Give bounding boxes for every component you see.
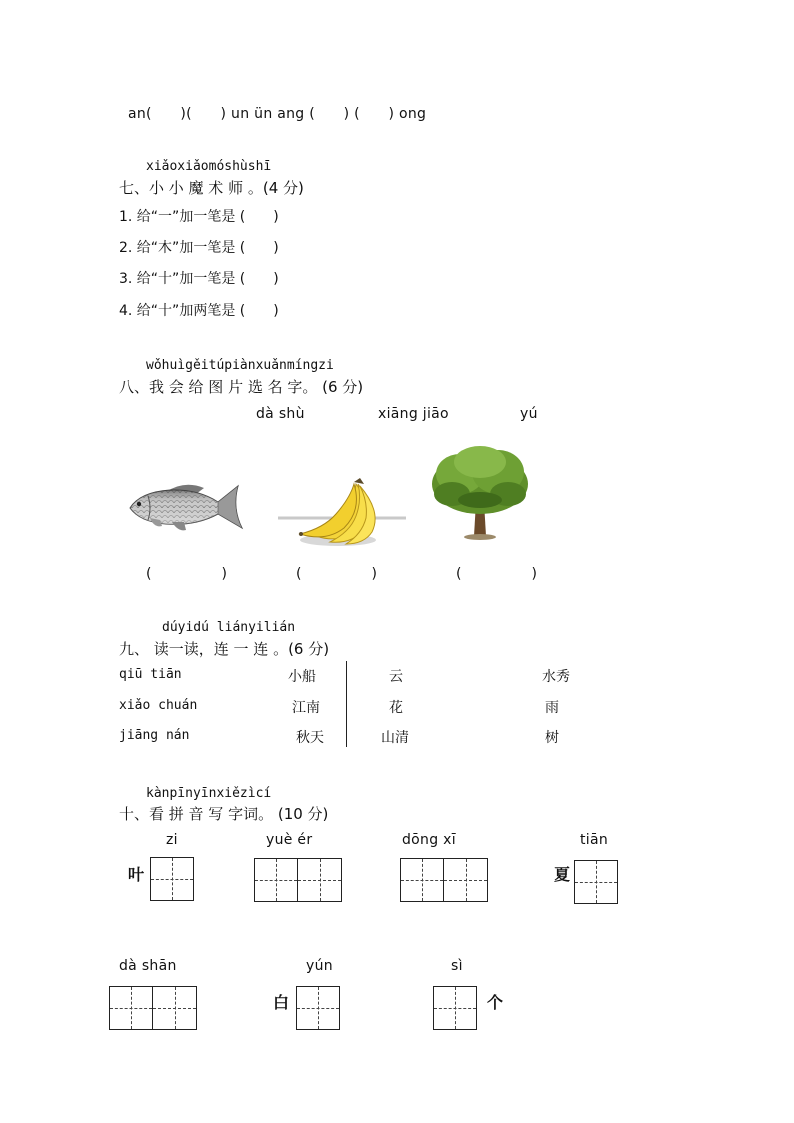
left-pinyin-2: xiǎo chuán: [119, 698, 198, 713]
sec10-title: 十、看 拼 音 写 字词。 (10 分): [119, 805, 329, 823]
grid-yueer[interactable]: [254, 858, 342, 902]
pinyin-dashan: dà shān: [119, 958, 177, 974]
pinyin-zi: zi: [166, 832, 178, 848]
pinyin-tian: tiān: [580, 832, 609, 848]
char-bai: 白: [273, 993, 290, 1012]
label-dashu: dà shù: [256, 406, 305, 422]
sec7-item-1: 1. 给“一”加一笔是 ( ): [119, 209, 279, 225]
divider-line: [346, 661, 347, 747]
blank-fish[interactable]: ( ): [146, 566, 227, 582]
tree-image: [430, 444, 530, 540]
grid-zi[interactable]: [150, 857, 194, 901]
grid-yun[interactable]: [296, 986, 340, 1030]
pinyin-si: sì: [451, 958, 463, 974]
left-word-3[interactable]: 秋天: [296, 730, 324, 746]
sec7-item-3: 3. 给“十”加一笔是 ( ): [119, 271, 279, 287]
pinyin-yun: yún: [306, 958, 333, 974]
blank-banana[interactable]: ( ): [296, 566, 377, 582]
fish-image: [126, 478, 246, 536]
sec8-title: 八、我 会 给 图 片 选 名 字。 (6 分): [119, 378, 364, 396]
sec8-pinyin: wǒhuìgěitúpiànxuǎnmíngzi: [146, 358, 334, 373]
sec7-item-2: 2. 给“木”加一笔是 ( ): [119, 240, 279, 256]
sec7-item-4: 4. 给“十”加两笔是 ( ): [119, 303, 279, 319]
left-word-1[interactable]: 小船: [288, 669, 316, 685]
right-word-2[interactable]: 雨: [545, 700, 559, 716]
char-ye: 叶: [128, 865, 145, 884]
label-yu: yú: [520, 406, 538, 422]
grid-dashan[interactable]: [109, 986, 197, 1030]
grid-tian[interactable]: [574, 860, 618, 904]
label-xiangjiao: xiāng jiāo: [378, 406, 449, 422]
grid-dongxi[interactable]: [400, 858, 488, 902]
pinyin-dongxi: dōng xī: [402, 832, 456, 848]
right-word-3[interactable]: 树: [545, 730, 559, 746]
initials-finals-line: an( )( ) un ün ang ( ) ( ) ong: [128, 106, 427, 122]
mid-word-1[interactable]: 云: [389, 669, 403, 685]
mid-word-2[interactable]: 花: [389, 700, 403, 716]
blank-tree[interactable]: ( ): [456, 566, 537, 582]
char-ge: 个: [487, 993, 504, 1012]
mid-word-3[interactable]: 山清: [381, 730, 409, 746]
sec7-title: 七、小 小 魔 术 师 。(4 分): [119, 179, 304, 197]
grid-si[interactable]: [433, 986, 477, 1030]
left-pinyin-1: qiū tiān: [119, 667, 182, 682]
sec7-pinyin: xiǎoxiǎomóshùshī: [146, 159, 272, 174]
right-word-1[interactable]: 水秀: [542, 669, 570, 685]
left-pinyin-3: jiāng nán: [119, 728, 190, 743]
left-word-2[interactable]: 江南: [292, 700, 320, 716]
pinyin-yueer: yuè ér: [266, 832, 313, 848]
sec10-pinyin: kànpīnyīnxiězìcí: [146, 786, 272, 801]
char-xia: 夏: [554, 865, 571, 884]
banana-image: [276, 474, 408, 548]
sec9-pinyin: dúyidú liányilián: [162, 620, 296, 635]
sec9-title: 九、 读一读，连 一 连 。(6 分): [119, 640, 330, 658]
